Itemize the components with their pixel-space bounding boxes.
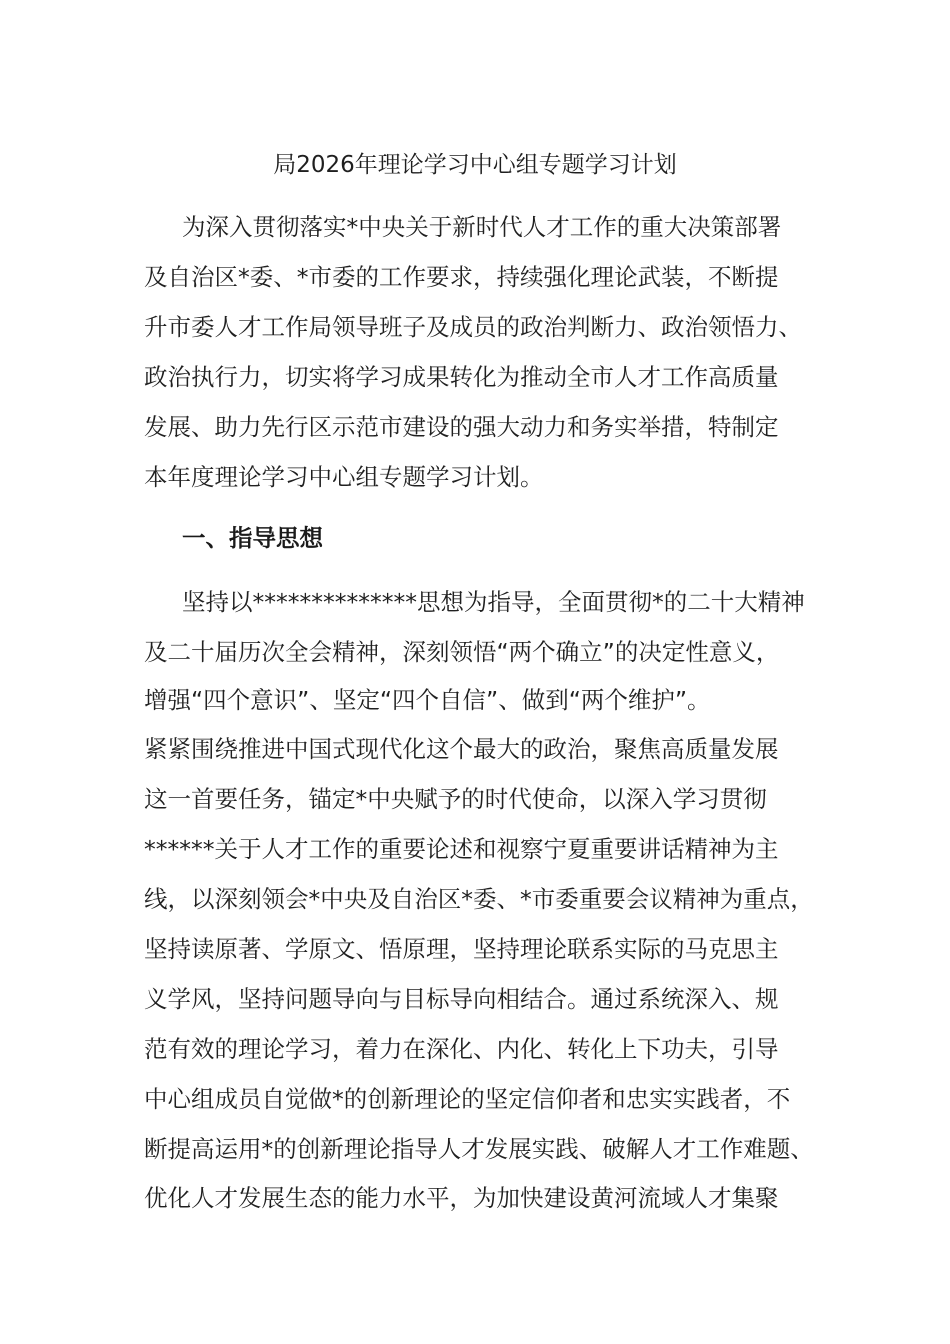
paragraph-line: 及自治区*委、*市委的工作要求，持续强化理论武装，不断提	[144, 263, 779, 291]
paragraph-line: 紧紧围绕推进中国式现代化这个最大的政治，聚焦高质量发展	[144, 735, 779, 763]
paragraph-line: 断提高运用*的创新理论指导人才发展实践、破解人才工作难题、	[144, 1135, 814, 1163]
paragraph-line: 本年度理论学习中心组专题学习计划。	[144, 463, 544, 491]
paragraph-line: 优化人才发展生态的能力水平，为加快建设黄河流域人才集聚	[144, 1184, 779, 1212]
paragraph-line: 政治执行力，切实将学习成果转化为推动全市人才工作高质量	[144, 363, 779, 391]
paragraph-line: 增强“四个意识”、坚定“四个自信”、做到“两个维护”。	[144, 686, 711, 714]
paragraph-line: 为深入贯彻落实*中央关于新时代人才工作的重大决策部署	[182, 213, 782, 241]
paragraph-line: 中心组成员自觉做*的创新理论的坚定信仰者和忠实实践者，不	[144, 1085, 791, 1113]
paragraph-line: 发展、助力先行区示范市建设的强大动力和务实举措，特制定	[144, 413, 779, 441]
paragraph-line: 范有效的理论学习，着力在深化、内化、转化上下功夫，引导	[144, 1035, 779, 1063]
document-title: 局2026年理论学习中心组专题学习计划	[273, 152, 677, 178]
paragraph-line: 坚持读原著、学原文、悟原理，坚持理论联系实际的马克思主	[144, 935, 779, 963]
paragraph-line: ******关于人才工作的重要论述和视察宁夏重要讲话精神为主	[144, 835, 779, 863]
paragraph-line: 升市委人才工作局领导班子及成员的政治判断力、政治领悟力、	[144, 313, 802, 341]
paragraph-line: 坚持以**************思想为指导，全面贯彻*的二十大精神	[182, 588, 805, 616]
paragraph-line: 这一首要任务，锚定*中央赋予的时代使命，以深入学习贯彻	[144, 785, 767, 813]
paragraph-line: 及二十届历次全会精神，深刻领悟“两个确立”的决定性意义，	[144, 638, 780, 666]
section-heading: 一、指导思想	[182, 524, 323, 552]
paragraph-line: 义学风，坚持问题导向与目标导向相结合。通过系统深入、规	[144, 985, 779, 1013]
paragraph-line: 线，以深刻领会*中央及自治区*委、*市委重要会议精神为重点，	[144, 885, 814, 913]
